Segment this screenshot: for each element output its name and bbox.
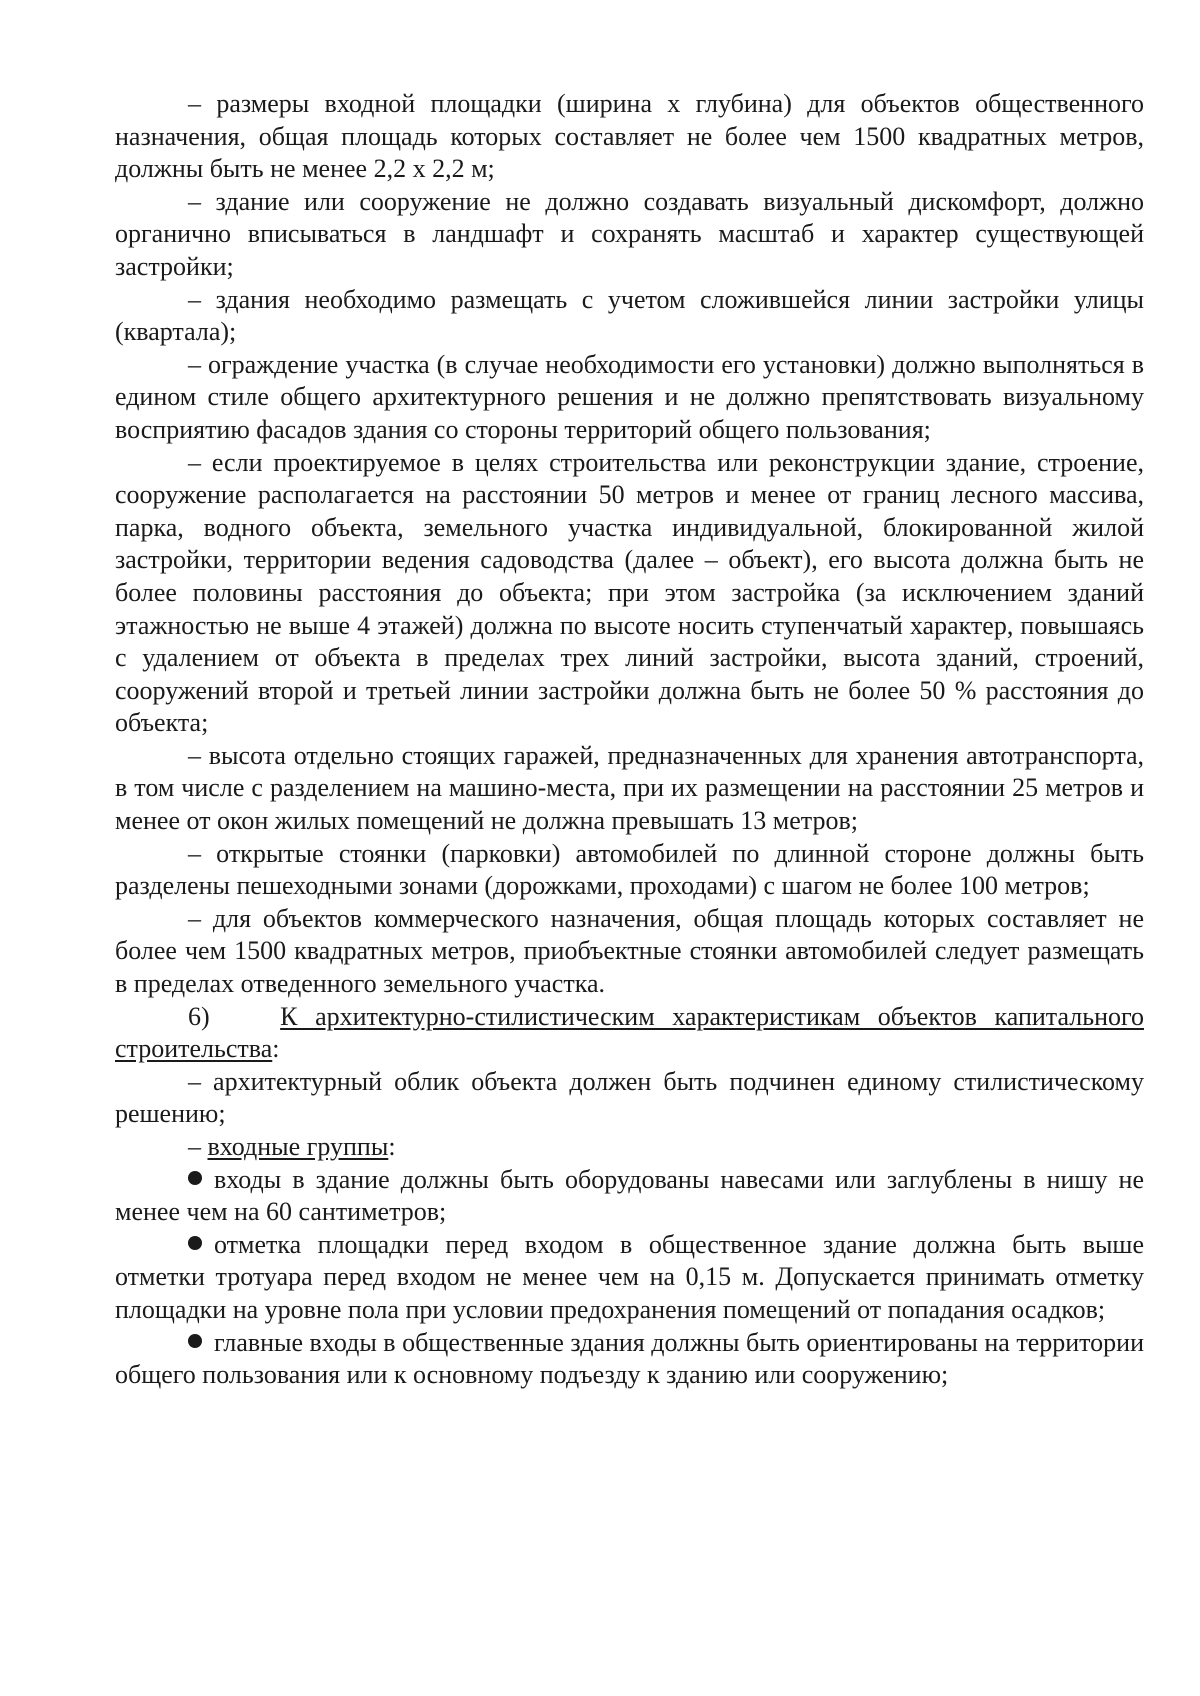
paragraph-entry-groups [115, 1131, 1144, 1164]
section-6-title: К архитектурно-стилистическим характеристикам объектов капитального строительства [115, 1001, 1144, 1064]
bullet-icon [188, 1171, 202, 1185]
paragraph-visual-comfort: – здание или сооружение не должно создавать визуальный дискомфорт, должно органично вписываться в ландшафт и сохранять масштаб и характер существующей застройки; [115, 186, 1144, 281]
section-6-heading [115, 1001, 1144, 1066]
bullet-item-main-entrances [115, 1327, 1144, 1392]
bullet-text: отметка площадки перед входом в общественное здание должна быть выше отметки тротуара перед входом не менее чем на 0,15 м. Допускается принимать отметку площадки на уровне пола при условии предохранения помещений от попадания осадков; [115, 1229, 1144, 1324]
document-page [115, 88, 1144, 1392]
paragraph-entrance-size: – размеры входной площадки (ширина х глубина) для объектов общественного назначения, общая площадь которых составляет не более чем 1500 квадратных метров, должны быть не менее 2,2 х 2,2 м; [115, 89, 1144, 184]
section-6-title-suffix: : [272, 1034, 280, 1064]
paragraph-building-line: – здания необходимо размещать с учетом сложившейся линии застройки улицы (квартала); [115, 284, 1144, 347]
bullet-icon [188, 1236, 202, 1250]
entry-groups-dash: – [188, 1132, 208, 1161]
bullet-item-canopy [115, 1164, 1144, 1229]
paragraph-height-limit: – если проектируемое в целях строительства или реконструкции здание, строение, сооружение располагается на расстоянии 50 метров и менее от границ лесного массива, парка, водного объекта, земельного участка индивидуальной, блокированной жилой застройки, территории ведения садоводства (далее – объект), его высота должна быть не более половины расстояния до объекта; при этом застройка (за исключением зданий этажностью не выше 4 этажей) должна по высоте носить ступенчатый характер, повышаясь с удалением от объекта в пределах трех линий застройки, высота зданий, строений, сооружений второй и третьей линии застройки должна быть не более 50 % расстояния до объекта; [115, 447, 1144, 738]
paragraph-architectural-style: – архитектурный облик объекта должен быть подчинен единому стилистическому решению; [115, 1066, 1144, 1129]
bullet-text: входы в здание должны быть оборудованы навесами или заглублены в нишу не менее чем на 60 сантиметров; [115, 1164, 1144, 1227]
entry-groups-suffix: : [388, 1132, 396, 1161]
bullet-icon [188, 1334, 202, 1348]
paragraph-garage-height: – высота отдельно стоящих гаражей, предназначенных для хранения автотранспорта, в том числе с разделением на машино-места, при их размещении на расстоянии 25 метров и менее от окон жилых помещений не должна превышать 13 метров; [115, 740, 1144, 836]
paragraph-commercial-parking: – для объектов коммерческого назначения, общая площадь которых составляет не более чем 1500 квадратных метров, приобъектные стоянки автомобилей следует размещать в пределах отведенного земельного участка. [115, 903, 1144, 999]
entry-groups-label: входные группы [207, 1132, 389, 1161]
bullet-item-platform-level [115, 1229, 1144, 1327]
paragraph-fence: – ограждение участка (в случае необходимости его установки) должно выполняться в едином стиле общего архитектурного решения и не должно препятствовать визуальному восприятию фасадов здания со стороны территорий общего пользования; [115, 349, 1144, 444]
section-6-number: 6) [188, 1001, 210, 1031]
paragraph-parking-zones: – открытые стоянки (парковки) автомобилей по длинной стороне должны быть разделены пешеходными зонами (дорожками, проходами) с шагом не более 100 метров; [115, 838, 1144, 901]
bullet-text: главные входы в общественные здания должны быть ориентированы на территории общего пользования или к основному подъезду к зданию или сооружению; [115, 1327, 1145, 1390]
